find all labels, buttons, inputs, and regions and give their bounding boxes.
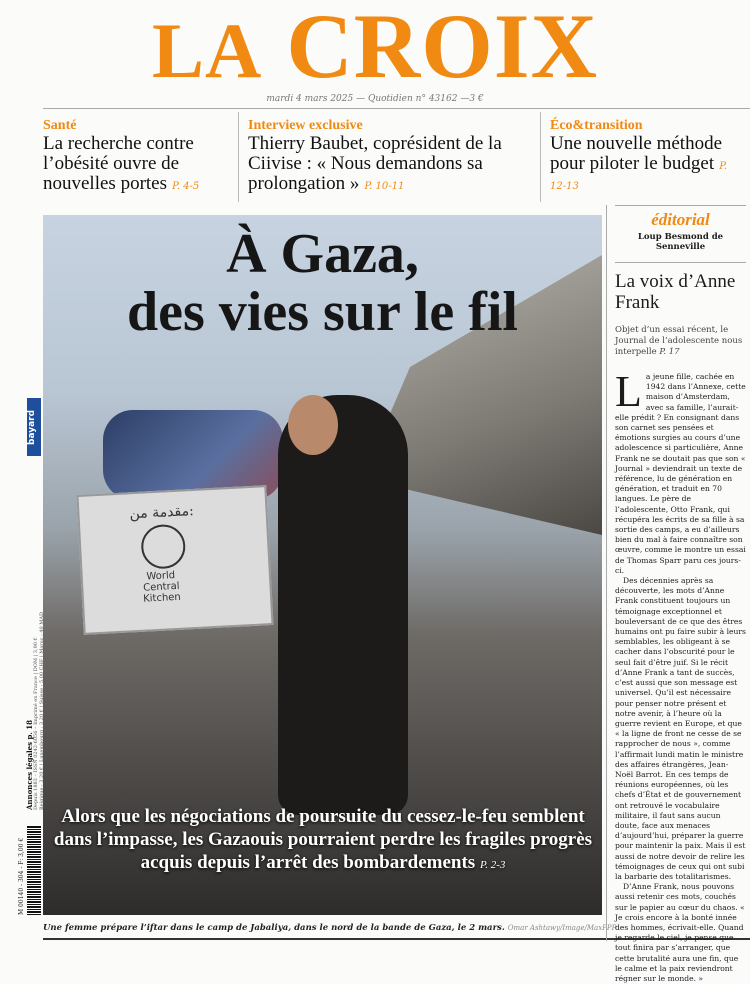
teaser-title: La recherche contre l’obésité ouvre de nouvelles portes: [43, 133, 194, 194]
main-photo[interactable]: [43, 215, 602, 915]
editorial-author: Loup Besmond de Senneville: [637, 232, 724, 252]
photo-credit: Omar Ashtawy/Image/MaxPPP: [507, 924, 617, 932]
girl-face-image: [288, 395, 338, 455]
girl-figure-image: [278, 395, 408, 815]
teaser-page: P. 12-13: [550, 161, 728, 192]
legal-info: Annonces légales p. 18 Depuis 1883 – ISSN 0242-6056 – Imprimé en France | DOM | 3,90 € Belgique : 3,20 € | Luxembourg : 3,20 € | Suisse : 5,00 CHF | Maroc : 40 MAD: [25, 611, 45, 810]
food-box-image: [76, 485, 273, 635]
dateline: mardi 4 mars 2025 — Quotidien n° 43162 —3 €: [266, 94, 484, 104]
editorial-column: [606, 205, 750, 983]
box-arabic-text: مقدمة من:: [129, 502, 195, 523]
editorial-standfirst: Objet d’un essai récent, le Journal de l’adolescente nous interpelle P. 17: [615, 325, 743, 357]
divider: [540, 112, 541, 202]
box-label: World Central Kitchen: [142, 570, 182, 605]
globe-logo-icon: [140, 523, 186, 569]
teaser-kicker: Santé: [43, 118, 77, 133]
main-subhead: Alors que les négociations de poursuite du cessez-le-feu semblent dans l’impasse, les Gazaouis pourraient perdre les fragiles progrès acquis depuis l’arrêt des bombardements P. 2-3: [53, 806, 593, 873]
teaser-title: Thierry Baubet, coprésident de la Ciivise : « Nous demandons sa prolongation »: [248, 133, 502, 194]
teaser-kicker: Interview exclusive: [248, 118, 363, 133]
teaser-health[interactable]: [43, 117, 233, 202]
teaser-kicker: Éco&transition: [550, 118, 643, 133]
main-headline[interactable]: À Gaza, des vies sur le fil: [127, 223, 518, 343]
teaser-economy[interactable]: [550, 117, 746, 202]
editorial-title[interactable]: La voix d’Anne Frank: [615, 271, 736, 313]
divider: [43, 108, 750, 109]
teaser-interview[interactable]: [248, 117, 533, 202]
dropcap: L: [615, 367, 642, 416]
editorial-label: éditorial: [651, 210, 710, 229]
teaser-title: Une nouvelle méthode pour piloter le budget: [550, 133, 723, 174]
bayard-logo: bayard: [27, 398, 41, 456]
teaser-page: P. 4-5: [172, 181, 200, 192]
barcode: [27, 825, 41, 915]
editorial-body: La jeune fille, cachée en 1942 dans l’Annexe, cette maison d’Amsterdam, avec sa famille, l’aurait-elle prédit ? En consignant dans son carnet ses pensées et émotions surgies au cours d’une adolescence si particulière, Anne Frank ne se doutait pas que son « Journal » deviendrait un texte de référence, lu de génération en génération, et traduit en 70 langues. Le père de l’adolescente, Otto Frank, qui récupéra les écrits de sa fille à sa sortie des camps, a eu d’ailleurs bien du mal à faire connaître son œuvre, comme le montre un essai de Thomas Sparr paru ces jours-ci. Des décennies après sa découverte, les mots d’Anne Frank constituent toujours un témoignage exceptionnel et bouleversant de ce que des êtres humains ont pu faire subir à leurs semblables, les obligeant à se cacher dans l’obscurité pour le seul fait d’être juif. Si le récit d’Anne Frank a tant de succès, c’est aussi que son message est universel. Qu’il est nécessaire pour penser notre présent et notre avenir, à l’heure où la guerre revient en Europe, et que « la ligne de front ne cesse de se rapprocher de nous », comme l’affirmait lundi matin le ministre des affaires étrangères, Jean-Noël Barrot. En ces temps de réunions européennes, où les chefs d’État et de gouvernement ont retrouvé le vocabulaire militaire, il faut sans aucun doute, face aux menaces d’aujourd’hui, préparer la guerre pour maintenir la paix. Mais il est aussi de notre devoir de relire les témoignages de ceux qui ont subi la barbarie des totalitarismes. D’Anne Frank, nous pouvons aussi retenir ces mots, couchés sur le papier au cœur du chaos. « Je crois encore à la bonté innée des hommes, écrivait-elle. Quand je regarde le ciel, je pense que tout finira par s’arranger, que cette brutalité aura une fin, que le calme et la paix reviendront régner sur le monde. »: [615, 367, 746, 983]
barcode-text: M 00140 - 304 - F: 3,00 €: [18, 837, 25, 915]
divider: [238, 112, 239, 202]
masthead-logo: LA CROIX: [151, 0, 599, 97]
teaser-page: P. 10-11: [364, 181, 405, 192]
photo-caption: Une femme prépare l’iftar dans le camp de Jabaliya, dans le nord de la bande de Gaza, le 2 mars. Omar Ashtawy/Image/MaxPPP: [43, 923, 617, 933]
